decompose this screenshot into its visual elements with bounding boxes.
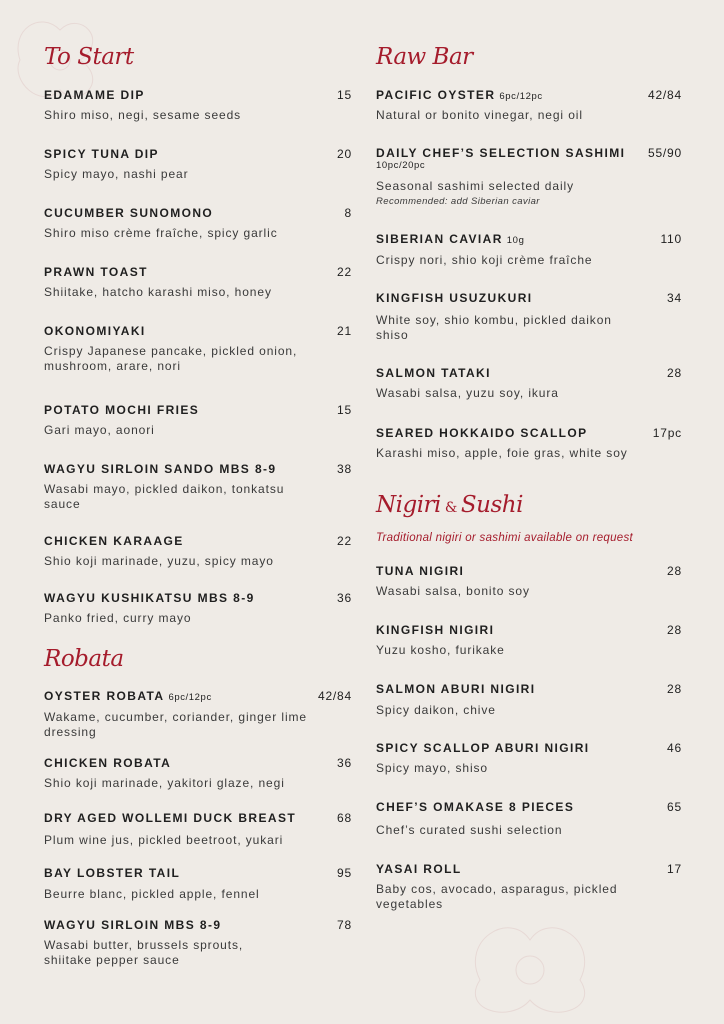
- item-name: PACIFIC OYSTER 6pc/12pc: [376, 88, 543, 102]
- section-subtitle: Traditional nigiri or sashimi available on request: [376, 532, 634, 544]
- item-name: EDAMAME DIP: [44, 88, 145, 102]
- item-name: WAGYU SIRLOIN SANDO MBS 8-9: [44, 462, 277, 476]
- item-price: 34: [667, 291, 682, 305]
- item-name: BAY LOBSTER TAIL: [44, 866, 181, 880]
- item-name: WAGYU KUSHIKATSU MBS 8-9: [44, 591, 255, 605]
- item-name: TUNA NIGIRI: [376, 564, 465, 578]
- item-name: SEARED HOKKAIDO SCALLOP: [376, 426, 588, 440]
- item-description: Wakame, cucumber, coriander, ginger lime dressing: [44, 710, 307, 739]
- item-quantity: 6pc/12pc: [499, 91, 543, 102]
- item-description: Karashi miso, apple, foie gras, white soy: [376, 446, 628, 460]
- item-quantity: 10g: [506, 235, 525, 246]
- item-price: 22: [337, 534, 352, 548]
- item-price: 46: [667, 741, 682, 755]
- item-description: Crispy Japanese pancake, pickled onion, mushroom, arare, nori: [44, 344, 298, 373]
- item-name: CHEF’S OMAKASE 8 PIECES: [376, 800, 575, 814]
- item-price: 36: [337, 756, 352, 770]
- item-price: 110: [660, 232, 682, 246]
- item-price: 65: [667, 800, 682, 814]
- item-description: Beurre blanc, pickled apple, fennel: [44, 887, 260, 901]
- item-name: DRY AGED WOLLEMI DUCK BREAST: [44, 811, 297, 825]
- item-description: Spicy mayo, nashi pear: [44, 167, 189, 181]
- item-name: KINGFISH NIGIRI: [376, 623, 495, 637]
- item-price: 20: [337, 147, 352, 161]
- item-name: PRAWN TOAST: [44, 265, 148, 279]
- item-description: Plum wine jus, pickled beetroot, yukari: [44, 833, 284, 847]
- item-name: POTATO MOCHI FRIES: [44, 403, 200, 417]
- item-price: 22: [337, 265, 352, 279]
- item-price: 28: [667, 623, 682, 637]
- item-description: Yuzu kosho, furikake: [376, 643, 505, 657]
- item-name: DAILY CHEF’S SELECTION SASHIMI: [376, 146, 626, 160]
- item-description: Chef’s curated sushi selection: [376, 823, 563, 837]
- item-description: Baby cos, avocado, asparagus, pickled vegetables: [376, 882, 618, 911]
- item-description: Wasabi mayo, pickled daikon, tonkatsu sauce: [44, 482, 285, 511]
- item-name: SALMON TATAKI: [376, 366, 491, 380]
- item-description: Spicy daikon, chive: [376, 703, 496, 717]
- item-description: Shiitake, hatcho karashi miso, honey: [44, 285, 272, 299]
- item-name: KINGFISH USUZUKURI: [376, 291, 533, 305]
- item-name: SPICY TUNA DIP: [44, 147, 159, 161]
- item-name: SPICY SCALLOP ABURI NIGIRI: [376, 741, 590, 755]
- item-price: 28: [667, 564, 682, 578]
- flower-decoration-bottom: [450, 900, 610, 1024]
- item-description: Spicy mayo, shiso: [376, 761, 489, 775]
- section-title-to-start: To Start: [44, 44, 134, 70]
- item-price: 28: [667, 682, 682, 696]
- item-price: 68: [337, 811, 352, 825]
- item-description: Panko fried, curry mayo: [44, 611, 192, 625]
- item-name: YASAI ROLL: [376, 862, 462, 876]
- item-name: CHICKEN KARAAGE: [44, 534, 184, 548]
- item-price: 17: [667, 862, 682, 876]
- item-description: Shiro miso crème fraîche, spicy garlic: [44, 226, 278, 240]
- item-name: CHICKEN ROBATA: [44, 756, 172, 770]
- item-quantity: 6pc/12pc: [168, 692, 212, 703]
- item-description: Wasabi butter, brussels sprouts, shiitake pepper sauce: [44, 938, 244, 967]
- item-price: 38: [337, 462, 352, 476]
- item-name: WAGYU SIRLOIN MBS 8-9: [44, 918, 222, 932]
- item-price: 95: [337, 866, 352, 880]
- item-description: Shio koji marinade, yuzu, spicy mayo: [44, 554, 274, 568]
- item-name: OKONOMIYAKI: [44, 324, 146, 338]
- item-description: Gari mayo, aonori: [44, 423, 155, 437]
- item-price: 36: [337, 591, 352, 605]
- item-price: 55/90: [647, 146, 682, 160]
- item-description: Shiro miso, negi, sesame seeds: [44, 108, 242, 122]
- item-name: CUCUMBER SUNOMONO: [44, 206, 214, 220]
- item-price: 21: [337, 324, 352, 338]
- item-price: 15: [337, 88, 352, 102]
- item-description: Seasonal sashimi selected daily: [376, 179, 574, 193]
- item-price: 15: [337, 403, 352, 417]
- section-title-raw-bar: Raw Bar: [376, 44, 473, 70]
- item-name: SIBERIAN CAVIAR 10g: [376, 232, 525, 246]
- item-name: SALMON ABURI NIGIRI: [376, 682, 536, 696]
- item-description: Natural or bonito vinegar, negi oil: [376, 108, 583, 122]
- item-price: 17pc: [652, 426, 682, 440]
- item-price: 28: [667, 366, 682, 380]
- item-price: 78: [337, 918, 352, 932]
- item-description: White soy, shio kombu, pickled daikon shiso: [376, 313, 612, 342]
- item-price: 42/84: [647, 88, 682, 102]
- item-name: OYSTER ROBATA 6pc/12pc: [44, 689, 212, 703]
- section-title-robata: Robata: [44, 646, 124, 672]
- section-title-nigiri-sushi: Nigiri & Sushi: [376, 492, 523, 518]
- item-description: Shio koji marinade, yakitori glaze, negi: [44, 776, 285, 790]
- item-description: Wasabi salsa, bonito soy: [376, 584, 530, 598]
- item-price: 8: [344, 206, 352, 220]
- item-price: 42/84: [317, 689, 352, 703]
- item-quantity: 10pc/20pc: [376, 160, 426, 171]
- item-description: Crispy nori, shio koji crème fraîche: [376, 253, 593, 267]
- item-recommendation: Recommended: add Siberian caviar: [376, 196, 540, 207]
- item-description: Wasabi salsa, yuzu soy, ikura: [376, 386, 559, 400]
